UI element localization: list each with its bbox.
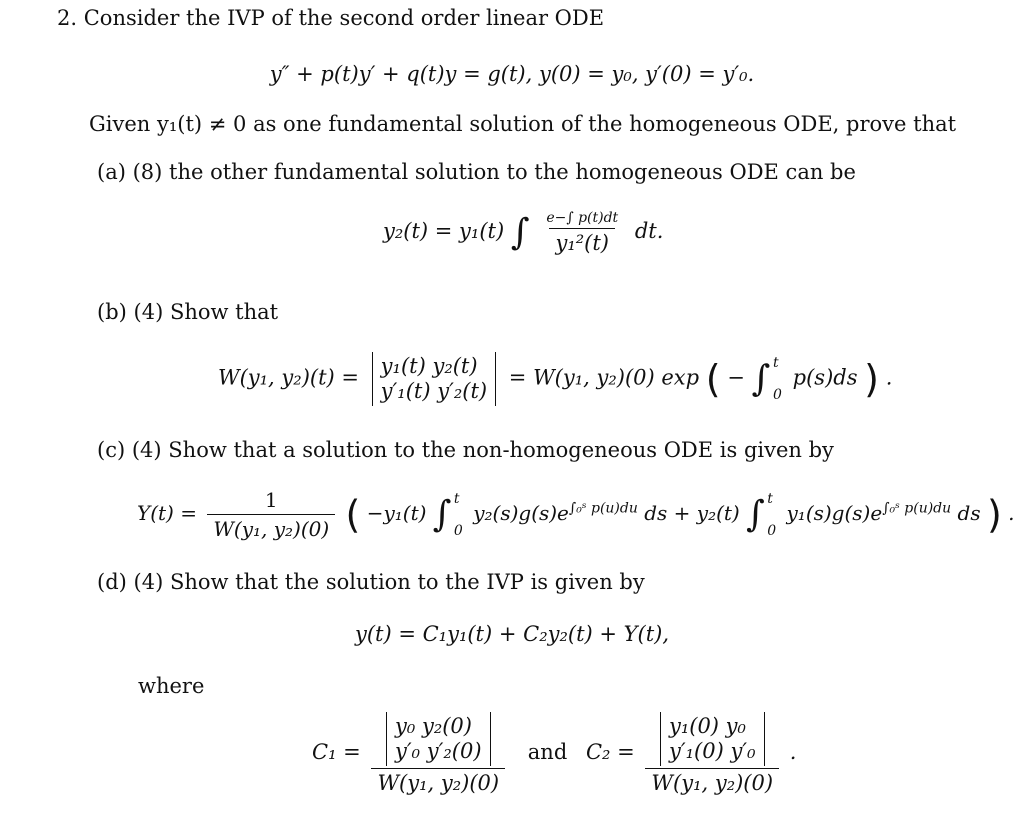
- problem-header: [57, 6, 604, 30]
- det-row-1: y₁(t) y₂(t): [380, 354, 478, 378]
- integral-limits: [773, 356, 782, 402]
- c2-numerator: [648, 712, 777, 768]
- part-d-points: (4): [133, 570, 164, 594]
- c1-row-2: y′₀ y′₂(0): [395, 739, 482, 764]
- c2-lhs: C₂ =: [585, 740, 635, 765]
- part-c-text: Show that a solution to the non-homogeneous ODE is given by: [168, 438, 834, 462]
- integral-sign: ∫: [432, 494, 452, 535]
- integral-limits: [454, 492, 463, 538]
- frac-denominator: W(y₁, y₂)(0): [207, 514, 335, 541]
- wronskian-lhs: W(y₁, y₂)(t) =: [218, 365, 359, 390]
- part-a-heading: [97, 160, 856, 184]
- part-a-points: (8): [132, 160, 163, 184]
- c2-row-2: y′₁(0) y′₀: [668, 739, 756, 764]
- and-word: and: [527, 740, 568, 765]
- where-label: where: [138, 674, 205, 698]
- right-paren: ): [986, 492, 1002, 537]
- part-c-heading: [97, 438, 834, 462]
- y-lhs: Y(t) =: [137, 501, 197, 525]
- upper-limit: t: [773, 355, 779, 372]
- frac-numerator: 1: [264, 488, 278, 512]
- integral-sign: ∫: [746, 494, 765, 535]
- part-a-fraction: [540, 210, 624, 255]
- ode-equation: y″ + p(t)y′ + q(t)y = g(t), y(0) = y₀, y′(0) = y′₀.: [269, 62, 755, 86]
- left-paren: (: [345, 492, 361, 537]
- integrand-2: y₁(s)g(s)e: [786, 501, 883, 525]
- minus-sign: −: [727, 365, 745, 390]
- wronskian-determinant: [372, 352, 496, 406]
- upper-limit: t: [453, 490, 460, 507]
- left-paren: (: [705, 357, 721, 402]
- term-1: −y₁(t): [366, 501, 427, 525]
- part-a-numerator: e−∫ p(t)dt: [546, 210, 619, 226]
- det-row-2: y′₁(t) y′₂(t): [380, 379, 488, 404]
- period: .: [789, 740, 797, 765]
- right-paren: ): [864, 357, 879, 402]
- part-a-formula: [383, 210, 663, 255]
- part-d-heading: [97, 570, 645, 594]
- c1-denominator: W(y₁, y₂)(0): [371, 768, 505, 795]
- integral-sign: ∫: [751, 358, 771, 400]
- part-c-label: (c): [97, 438, 126, 462]
- c2-row-1: y₁(0) y₀: [668, 714, 746, 738]
- lower-limit: 0: [453, 522, 463, 539]
- part-d-label: (d): [97, 570, 127, 594]
- c2-fraction: [645, 712, 779, 795]
- part-c-points: (4): [131, 438, 162, 462]
- period: .: [1008, 501, 1015, 525]
- wronskian-rhs: = W(y₁, y₂)(0) exp: [508, 365, 700, 390]
- c2-determinant: [660, 712, 765, 766]
- problem-intro: Consider the IVP of the second order linear ODE: [83, 6, 605, 30]
- lower-limit: 0: [773, 387, 782, 404]
- part-c-fraction: [207, 488, 335, 541]
- integrand-1: y₂(s)g(s)e: [473, 501, 569, 525]
- part-d-text: Show that the solution to the IVP is given by: [169, 570, 645, 594]
- part-a-denominator: y₁²(t): [549, 228, 615, 255]
- ds-1: ds + y₂(t): [644, 501, 740, 525]
- part-b-text: Show that: [169, 300, 279, 324]
- upper-limit: t: [767, 490, 773, 507]
- problem-number: 2.: [57, 6, 78, 30]
- c1-lhs: C₁ =: [312, 740, 361, 765]
- part-d-solution: y(t) = C₁y₁(t) + C₂y₂(t) + Y(t),: [354, 622, 670, 646]
- part-a-tail: dt.: [634, 219, 664, 243]
- c1-row-1: y₀ y₂(0): [395, 714, 472, 738]
- exponent-1: ∫₀ˢ p(u)du: [568, 500, 638, 517]
- integral-sign: ∫: [510, 212, 530, 253]
- constants-formula: [312, 712, 796, 795]
- c1-numerator: [374, 712, 503, 768]
- part-b-label: (b): [97, 300, 127, 324]
- part-b-points: (4): [133, 300, 164, 324]
- c2-denominator: W(y₁, y₂)(0): [645, 768, 779, 795]
- given-statement: Given y₁(t) ≠ 0 as one fundamental solution of the homogeneous ODE, prove that: [89, 112, 957, 136]
- part-a-lhs: y₂(t) = y₁(t): [383, 219, 505, 243]
- c1-determinant: [386, 712, 491, 766]
- c1-fraction: [371, 712, 505, 795]
- part-c-formula: [137, 488, 1015, 541]
- ds-2: ds: [957, 501, 981, 525]
- lower-limit: 0: [767, 522, 777, 539]
- exponent-2: ∫₀ˢ p(u)du: [882, 500, 952, 517]
- part-b-heading: [97, 300, 278, 324]
- part-b-formula: [218, 352, 892, 406]
- integrand: p(s)ds: [792, 365, 858, 390]
- part-a-label: (a): [97, 160, 126, 184]
- part-a-text: the other fundamental solution to the homogeneous ODE can be: [169, 160, 856, 184]
- period: .: [885, 365, 893, 390]
- integral-limits: [767, 492, 776, 538]
